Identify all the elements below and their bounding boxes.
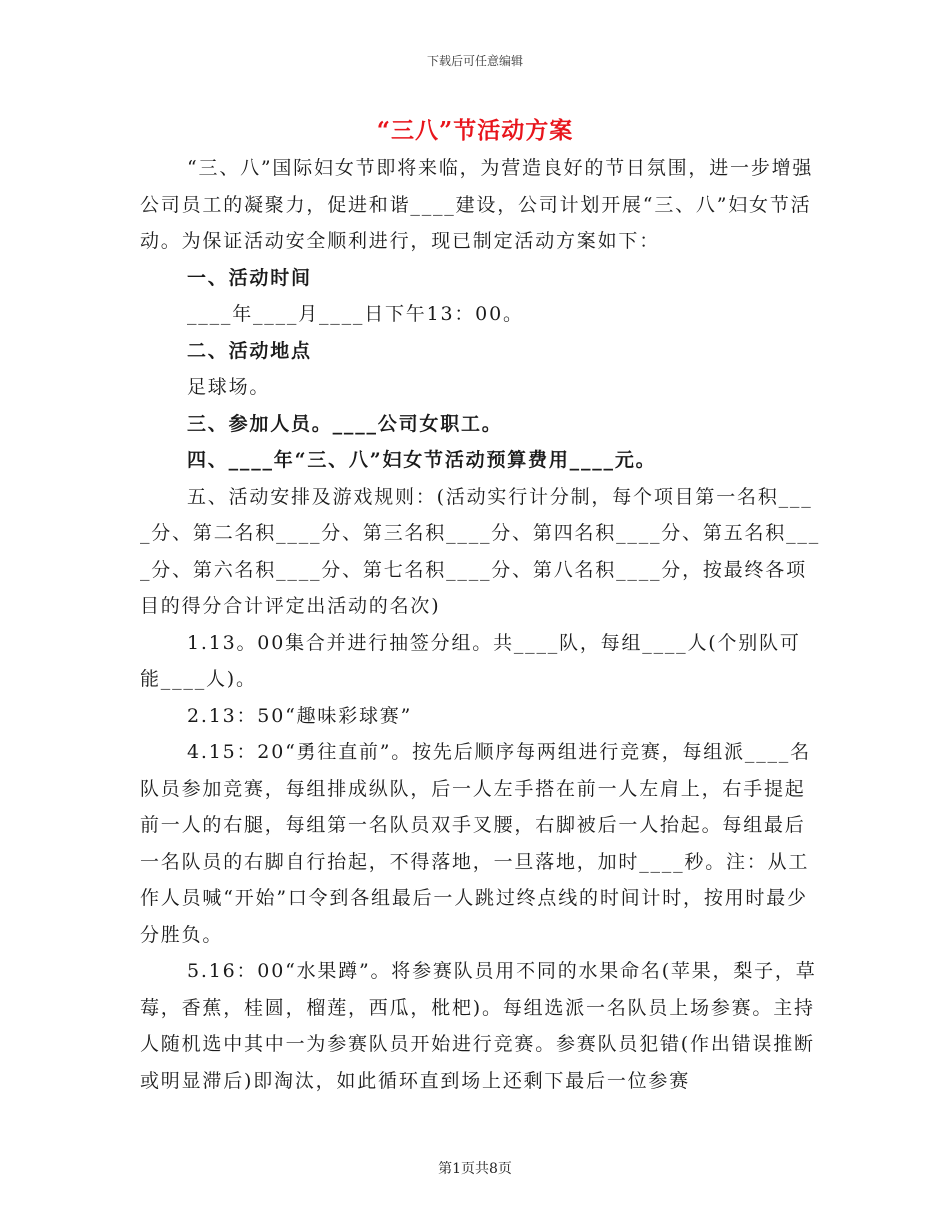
document-body <box>140 150 820 1099</box>
activity-time-value: ____年____月____日下午13：00。 <box>187 303 524 325</box>
rules-paragraph: 五、活动安排及游戏规则：(活动实行计分制，每个项目第一名积____分、第二名积____分、第三名积____分、第四名积____分、第五名积____分、第六名积____分、第七名积____分、第八名积____分，按最终各项目的得分合计评定出活动的名次) <box>140 485 821 617</box>
item-1-paragraph: 1.13。00集合并进行抽签分组。共____队，每组____人(个别队可能____人)。 <box>140 631 801 690</box>
heading-participants: 三、参加人员。____公司女职工。 <box>187 412 503 435</box>
header-note: 下载后可任意编辑 <box>426 54 523 68</box>
document-title: “三八”节活动方案 <box>376 117 574 144</box>
item-5-paragraph: 5.16：00“水果蹲”。将参赛队员用不同的水果命名(苹果，梨子，草莓，香蕉，桂圆，榴莲，西瓜，枇杷)。每组选派一名队员上场参赛。主持人随机选中其中一为参赛队员开始进行竞赛。参赛队员犯错(作出错误推断或明显滞后)即淘汰，如此循环直到场上还剩下最后一位参赛 <box>140 960 817 1092</box>
page-number: 第1页共8页 <box>438 1161 512 1177</box>
heading-activity-time: 一、活动时间 <box>187 266 312 289</box>
item-2-paragraph: 2.13：50“趣味彩球赛” <box>187 704 413 727</box>
intro-paragraph: “三、八”国际妇女节即将来临，为营造良好的节日氛围，进一步增强公司员工的凝聚力，促进和谐____建设，公司计划开展“三、八”妇女节活动。为保证活动安全顺利进行，现已制定活动方案如下： <box>140 157 814 252</box>
heading-activity-location: 二、活动地点 <box>187 339 312 362</box>
activity-location-value: 足球场。 <box>187 376 271 398</box>
item-4-paragraph: 4.15：20“勇往直前”。按先后顺序每两组进行竞赛，每组派____名队员参加竞赛，每组排成纵队，后一人左手搭在前一人左肩上，右手提起前一人的右腿，每组第一名队员双手叉腰，右脚被后一人抬起。每组最后一名队员的右脚自行抬起，不得落地，一旦落地，加时____秒。注：从工作人员喊“开始”口令到各组最后一人跳过终点线的时间计时，按用时最少分胜负。 <box>140 741 811 946</box>
heading-budget: 四、____年“三、八”妇女节活动预算费用____元。 <box>187 449 657 471</box>
